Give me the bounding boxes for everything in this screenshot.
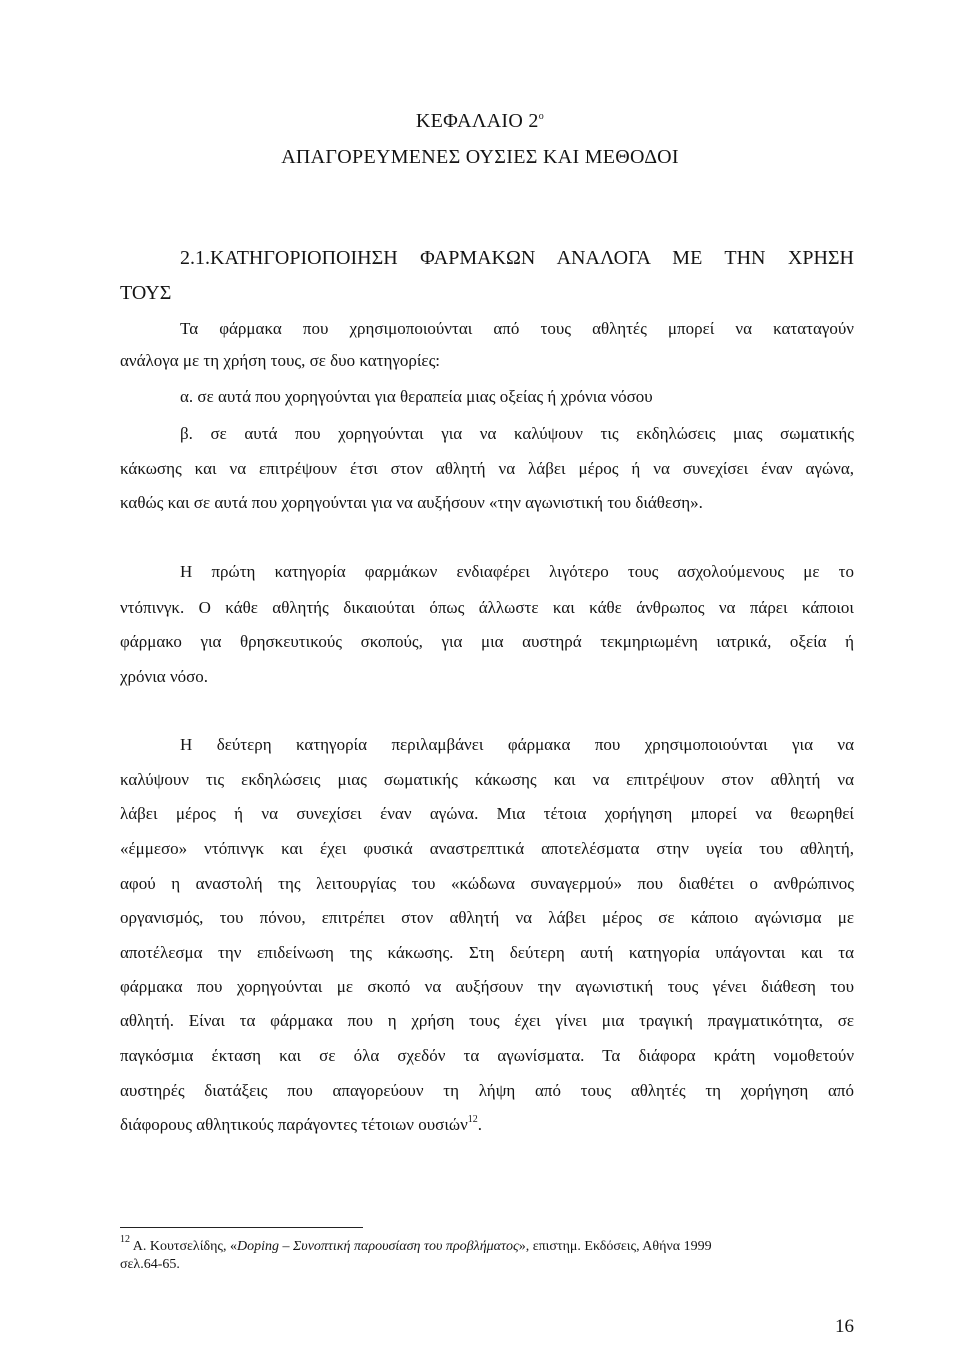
paragraph-line: Η πρώτη κατηγορία φαρμάκων ενδιαφέρει λιγότερο τους ασχολούμενους με το [180,562,854,581]
footnote-publisher: », επιστημ. Εκδόσεις, Αθήνα 1999 [518,1239,712,1254]
paragraph-line [120,1114,482,1136]
list-item-b: κάκωσης και να επιτρέψουν έτσι στον αθλητή να λάβει μέρος ή να συνεχίσει έναν αγώνα, [120,459,854,478]
paragraph-line: οργανισμός, του πόνου, επιτρέπει στον αθλητή να λάβει μέρος σε κάποιο αγώνισμα με [120,908,854,927]
page-number: 16 [835,1316,854,1337]
paragraph-line: χρόνια νόσο. [120,667,209,686]
paragraph-line: αποτέλεσμα την επιδείνωση της κάκωσης. Στη δεύτερη αυτή κατηγορία υπάγονται και τα [120,943,854,962]
footnote-author: Α. Κουτσελίδης, « [130,1239,237,1254]
paragraph-line: Η δεύτερη κατηγορία περιλαμβάνει φάρμακα που χρησιμοποιούνται για να [180,735,854,754]
paragraph-line: λάβει μέρος ή να συνεχίσει έναν αγώνα. Μια τέτοια χορήγηση μπορεί να θεωρηθεί [120,804,854,823]
intro-line: ανάλογα με τη χρήση τους, σε δυο κατηγορίες: [120,351,441,370]
footnote-number: 12 [120,1234,130,1245]
paragraph-last-text: διάφορους αθλητικούς παράγοντες τέτοιων ουσιών [120,1115,468,1134]
footnote [120,1234,712,1256]
paragraph-line: αθλητή. Είναι τα φάρμακα που η χρήση τους έχει γίνει μια τραγική πραγματικότητα, σε [120,1011,854,1030]
footnote-separator [120,1227,363,1228]
section-heading-continuation: ΤΟΥΣ [120,282,172,304]
footnote-title: Doping – Συνοπτική παρουσίαση του προβλήματος [236,1239,519,1254]
paragraph-line: παγκόσμια έκταση και σε όλα σχεδόν τα αγωνίσματα. Τα διάφορα κράτη νομοθετούν [120,1046,854,1065]
paragraph-line: αφού η αναστολή της λειτουργίας του «κώδωνα συναγερμού» που διαθέτει ο ανθρώπινος [120,874,854,893]
chapter-title-text: ΚΕΦΑΛΑΙΟ 2 [415,110,539,132]
list-item-a: α. σε αυτά που χορηγούνται για θεραπεία μιας οξείας ή χρόνια νόσου [180,387,653,406]
intro-line: Τα φάρμακα που χρησιμοποιούνται από τους αθλητές μπορεί να καταταγούν [180,319,854,338]
paragraph-line: καλύψουν τις εκδηλώσεις μιας σωματικής κάκωσης και να επιτρέψουν στον αθλητή να [120,770,854,789]
chapter-title [0,110,960,133]
list-item-b: καθώς και σε αυτά που χορηγούνται για να αυξήσουν «την αγωνιστική του διάθεση». [120,493,703,512]
paragraph-line: φάρμακα που χορηγούνται με σκοπό να αυξήσουν την αγωνιστική τους γένει διάθεση του [120,977,854,996]
paragraph-line: αυστηρές διατάξεις που απαγορεύουν τη λήψη από τους αθλητές τη χορήγηση από [120,1081,854,1100]
chapter-subtitle: ΑΠΑΓΟΡΕΥΜΕΝΕΣ ΟΥΣΙΕΣ ΚΑΙ ΜΕΘΟΔΟΙ [281,146,679,168]
footnote-reference: 12 [467,1114,478,1125]
paragraph-line: φάρμακο για θρησκευτικούς σκοπούς, για μια αυστηρά τεκμηριωμένη ιατρικά, οξεία ή [120,632,854,651]
list-item-b: β. σε αυτά που χορηγούνται για να καλύψουν τις εκδηλώσεις μιας σωματικής [180,424,854,443]
paragraph-line: «έμμεσο» ντόπινγκ και έχει φυσικά αναστρεπτικά αποτελέσματα στην υγεία του αθλητή, [120,839,854,858]
paragraph-end-period: . [477,1115,483,1134]
section-heading: 2.1.ΚΑΤΗΓΟΡΙΟΠΟΙΗΣΗ ΦΑΡΜΑΚΩΝ ΑΝΑΛΟΓΑ ΜΕ ΤΗΝ ΧΡΗΣΗ [180,247,854,269]
paragraph-line: ντόπινγκ. Ο κάθε αθλητής δικαιούται όπως άλλωστε και κάθε άνθρωπος να πάρει κάποιοι [120,598,854,617]
footnote-pages: σελ.64-65. [120,1257,180,1272]
chapter-title-sup: ο [538,111,545,122]
